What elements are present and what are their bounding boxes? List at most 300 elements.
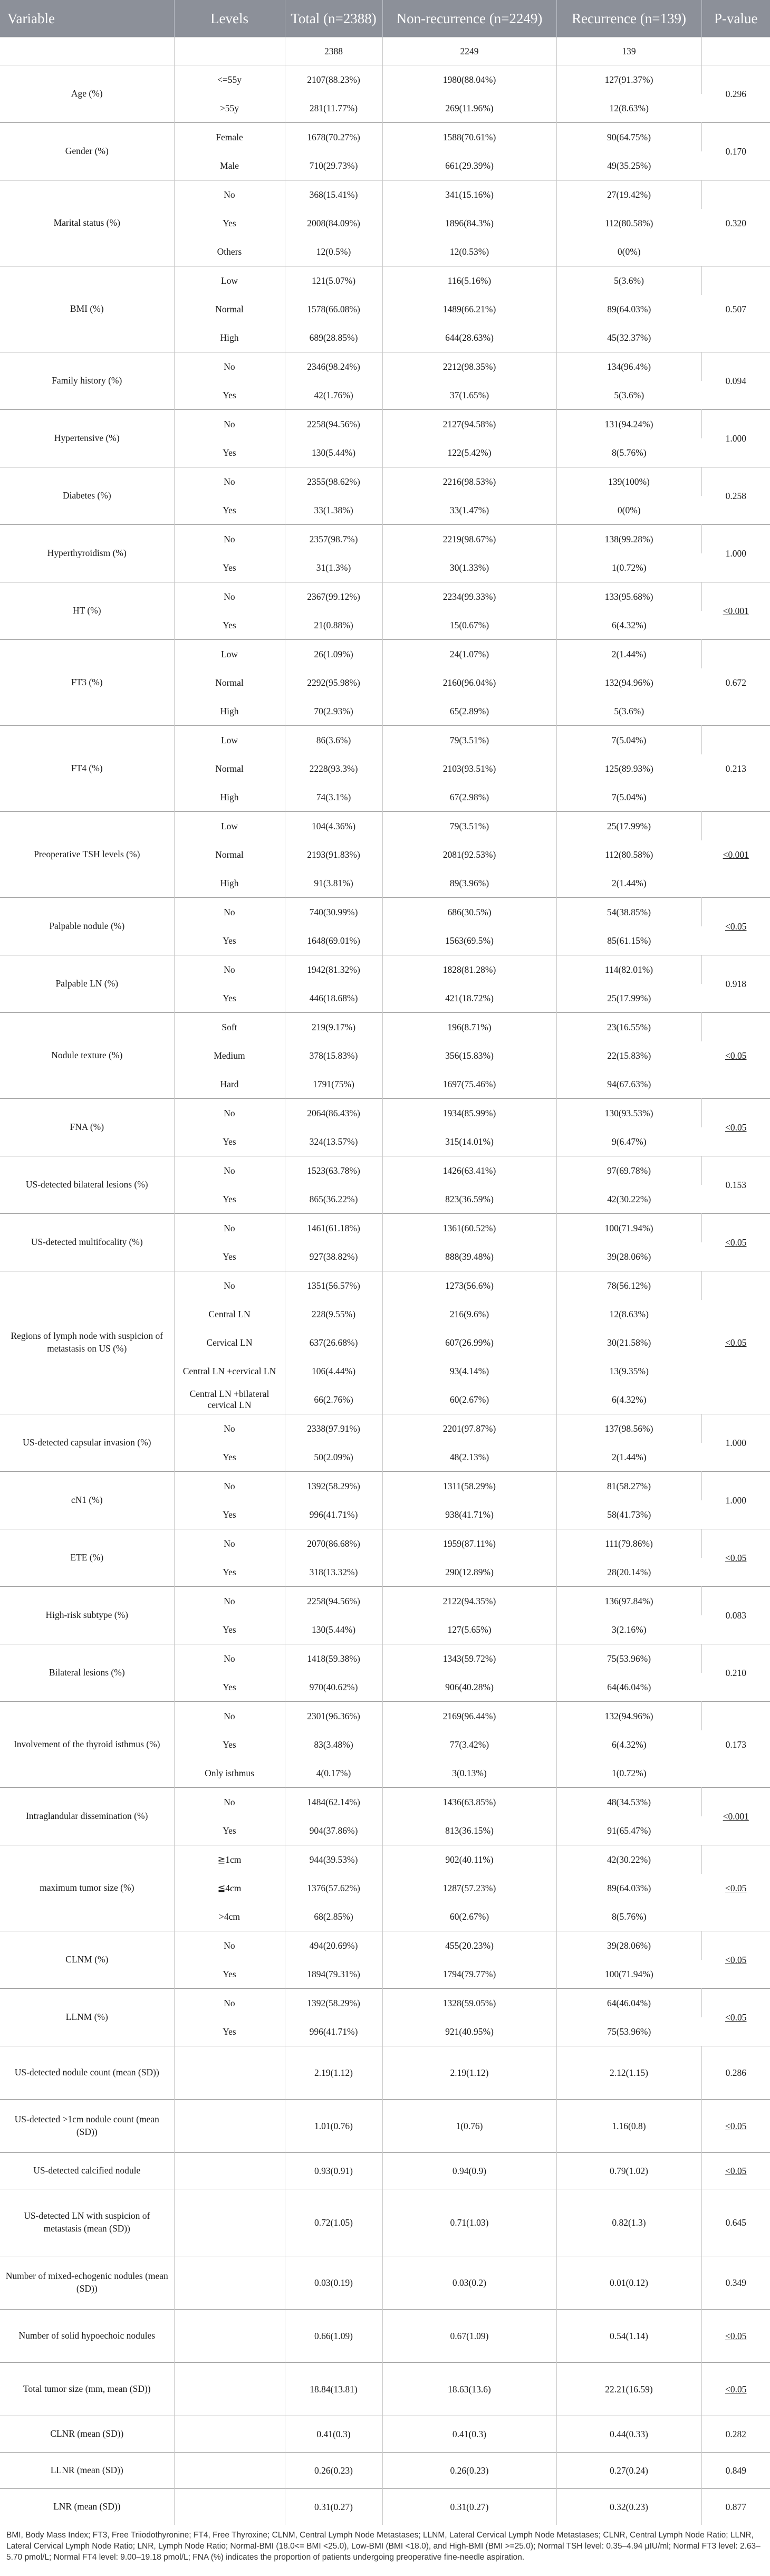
recurrence-cell: 25(17.99%) (556, 812, 701, 841)
total-cell: 494(20.69%) (285, 1931, 382, 1960)
p-value-cell (701, 2363, 770, 2416)
recurrence-cell: 30(21.58%) (607, 1337, 651, 1348)
table-row (0, 352, 770, 381)
table-row (0, 812, 770, 841)
p-value-text: <0.001 (723, 1811, 749, 1822)
total-cell: 710(29.73%) (285, 151, 382, 180)
level-cell: ≧1cm (174, 1845, 285, 1874)
p-value-text: 1.000 (725, 433, 746, 444)
recurrence-cell: 64(46.04%) (556, 1989, 701, 2018)
total-cell: 0.41(0.3) (285, 2416, 382, 2453)
non-recurrence-cell: 2103(93.51%) (382, 754, 556, 783)
level-cell: Yes (174, 438, 285, 467)
level-cell (174, 2363, 285, 2416)
p-value-text: 0.645 (725, 2217, 746, 2228)
recurrence-cell: 111(79.86%) (556, 1529, 701, 1558)
total-cell: 368(15.41%) (285, 180, 382, 209)
p-value-text: 0.507 (725, 303, 746, 314)
total-cell: 86(3.6%) (285, 726, 382, 755)
count-non-recurrence: 2249 (382, 37, 556, 65)
total-cell: 50(2.09%) (285, 1443, 382, 1472)
level-cell: No (174, 1702, 285, 1731)
recurrence-cell: 64(46.04%) (607, 1681, 651, 1692)
recurrence-cell: 45(32.37%) (607, 332, 651, 343)
total-cell: 0.93(0.91) (285, 2153, 382, 2189)
total-cell: 1942(81.32%) (285, 955, 382, 984)
total-cell: 944(39.53%) (285, 1845, 382, 1874)
variable-cell: Bilateral lesions (%) (0, 1644, 174, 1702)
table-row (0, 1529, 770, 1558)
p-value-text: 0.286 (725, 2067, 746, 2078)
recurrence-cell: 22(15.83%) (607, 1050, 651, 1061)
table-row (0, 1271, 770, 1300)
header-variable: Variable (0, 0, 174, 37)
recurrence-cell: 1.16(0.8) (556, 2100, 701, 2153)
variable-cell: cN1 (%) (0, 1472, 174, 1529)
non-recurrence-cell: 902(40.11%) (382, 1845, 556, 1874)
non-recurrence-cell: 921(40.95%) (382, 2017, 556, 2046)
level-cell: Yes (174, 1615, 285, 1644)
level-cell: High (174, 697, 285, 726)
variable-cell: Total tumor size (mm, mean (SD)) (0, 2363, 174, 2416)
level-cell: Central LN +cervical LN (174, 1357, 285, 1385)
p-value-cell (701, 1013, 770, 1099)
recurrence-cell: 28(20.14%) (607, 1566, 651, 1577)
recurrence-cell: 22.21(16.59) (556, 2363, 701, 2416)
non-recurrence-cell: 1343(59.72%) (382, 1644, 556, 1673)
variable-cell: Preoperative TSH levels (%) (0, 812, 174, 898)
recurrence-cell: 54(38.85%) (556, 898, 701, 927)
level-cell: ≦4cm (174, 1874, 285, 1902)
variable-cell: Family history (%) (0, 352, 174, 410)
p-value-text: 0.173 (725, 1739, 746, 1750)
recurrence-cell: 39(28.06%) (556, 1931, 701, 1960)
p-value-text: 0.672 (725, 677, 746, 688)
table-row (0, 640, 770, 669)
total-cell: 33(1.38%) (285, 496, 382, 525)
level-cell: Yes (174, 1127, 285, 1156)
variable-cell: FNA (%) (0, 1099, 174, 1156)
non-recurrence-cell: 421(18.72%) (382, 984, 556, 1013)
level-cell: No (174, 1156, 285, 1185)
level-cell (174, 2453, 285, 2489)
p-value-text: <0.05 (725, 2330, 747, 2341)
non-recurrence-cell: 888(39.48%) (382, 1242, 556, 1271)
recurrence-cell: 1(0.72%) (611, 1767, 647, 1778)
table-row (0, 2046, 770, 2100)
variable-cell: US-detected multifocality (%) (0, 1214, 174, 1271)
non-recurrence-cell: 1959(87.11%) (382, 1529, 556, 1558)
table-row (0, 266, 770, 295)
variable-cell: US-detected >1cm nodule count (mean (SD)) (0, 2100, 174, 2153)
total-cell: 18.84(13.81) (285, 2363, 382, 2416)
total-cell: 70(2.93%) (285, 697, 382, 726)
p-value-text: <0.05 (725, 1122, 747, 1133)
total-cell: 2228(93.3%) (285, 754, 382, 783)
level-cell: Soft (174, 1013, 285, 1042)
recurrence-cell: 58(41.73%) (607, 1509, 651, 1520)
level-cell: No (174, 1414, 285, 1443)
level-cell: Male (174, 151, 285, 180)
recurrence-cell: 0.79(1.02) (556, 2153, 701, 2189)
non-recurrence-cell: 1588(70.61%) (382, 123, 556, 152)
level-cell: No (174, 1931, 285, 1960)
total-cell: 324(13.57%) (285, 1127, 382, 1156)
header-p-value: P-value (701, 0, 770, 37)
table-row (0, 1788, 770, 1817)
p-value-cell (701, 1845, 770, 1931)
total-cell: 2193(91.83%) (285, 840, 382, 869)
level-cell: Normal (174, 295, 285, 323)
total-cell: 318(13.32%) (285, 1558, 382, 1587)
total-cell: 1392(58.29%) (285, 1989, 382, 2018)
total-cell: 91(3.81%) (285, 869, 382, 898)
p-value-cell (701, 1472, 770, 1529)
non-recurrence-cell: 341(15.16%) (382, 180, 556, 209)
recurrence-cell: 2.12(1.15) (556, 2046, 701, 2100)
p-value-text: 0.170 (725, 146, 746, 157)
non-recurrence-cell: 60(2.67%) (382, 1902, 556, 1931)
non-recurrence-cell: 356(15.83%) (382, 1041, 556, 1070)
p-value-cell (701, 352, 770, 410)
level-cell: Yes (174, 1816, 285, 1845)
count-total: 2388 (285, 37, 382, 65)
non-recurrence-cell: 0.31(0.27) (382, 2489, 556, 2525)
level-cell: >55y (174, 94, 285, 123)
recurrence-cell: 48(34.53%) (556, 1788, 701, 1817)
non-recurrence-cell: 1828(81.28%) (382, 955, 556, 984)
total-cell: 2064(86.43%) (285, 1099, 382, 1128)
total-cell: 2357(98.7%) (285, 525, 382, 554)
level-cell: No (174, 898, 285, 927)
table-row (0, 726, 770, 755)
p-value-text: 0.083 (725, 1610, 746, 1621)
recurrence-cell: 7(5.04%) (556, 726, 701, 755)
p-value-text: <0.05 (725, 1237, 747, 1248)
p-value-cell (701, 582, 770, 640)
p-value-text: 0.918 (725, 978, 746, 989)
level-cell: Yes (174, 926, 285, 955)
total-cell: 31(1.3%) (285, 553, 382, 582)
variable-cell: Hyperthyroidism (%) (0, 525, 174, 582)
non-recurrence-cell: 2219(98.67%) (382, 525, 556, 554)
level-cell (174, 2046, 285, 2100)
total-cell: 2107(88.23%) (285, 65, 382, 94)
level-cell: No (174, 467, 285, 496)
total-cell: 26(1.09%) (285, 640, 382, 669)
non-recurrence-cell: 1980(88.04%) (382, 65, 556, 94)
recurrence-cell: 81(58.27%) (556, 1472, 701, 1501)
level-cell: Yes (174, 1960, 285, 1989)
total-cell: 2367(99.12%) (285, 582, 382, 611)
variable-cell: Diabetes (%) (0, 467, 174, 525)
level-cell: No (174, 1214, 285, 1243)
variable-cell: Number of solid hypoechoic nodules (0, 2310, 174, 2363)
variable-cell: US-detected nodule count (mean (SD)) (0, 2046, 174, 2100)
recurrence-cell: 23(16.55%) (556, 1013, 701, 1042)
p-value-text: <0.05 (725, 1552, 747, 1563)
recurrence-cell: 3(2.16%) (611, 1624, 647, 1635)
total-cell: 74(3.1%) (285, 783, 382, 812)
non-recurrence-cell: 813(36.15%) (382, 1816, 556, 1845)
level-cell: No (174, 1271, 285, 1300)
recurrence-cell: 13(9.35%) (609, 1365, 649, 1376)
p-value-cell (701, 123, 770, 180)
total-cell: 1418(59.38%) (285, 1644, 382, 1673)
p-value-cell (701, 1529, 770, 1587)
recurrence-cell: 27(19.42%) (556, 180, 701, 209)
variable-cell: Nodule texture (%) (0, 1013, 174, 1099)
level-cell: No (174, 1788, 285, 1817)
recurrence-cell: 42(30.22%) (556, 1845, 701, 1874)
level-cell: >4cm (174, 1902, 285, 1931)
non-recurrence-cell: 2169(96.44%) (382, 1702, 556, 1731)
non-recurrence-cell: 0.26(0.23) (382, 2453, 556, 2489)
non-recurrence-cell: 644(28.63%) (382, 323, 556, 352)
p-value-text: 0.094 (725, 375, 746, 386)
table-row (0, 1472, 770, 1501)
recurrence-cell: 0.82(1.3) (556, 2189, 701, 2256)
level-cell (174, 2153, 285, 2189)
p-value-cell (701, 812, 770, 898)
table-row (0, 1702, 770, 1731)
total-cell: 0.31(0.27) (285, 2489, 382, 2525)
total-cell: 865(36.22%) (285, 1185, 382, 1214)
p-value-text: <0.05 (725, 2012, 747, 2023)
level-cell: Low (174, 266, 285, 295)
variable-cell: Intraglandular dissemination (%) (0, 1788, 174, 1845)
level-cell: Low (174, 812, 285, 841)
total-cell: 21(0.88%) (285, 611, 382, 640)
non-recurrence-cell: 79(3.51%) (382, 812, 556, 841)
count-levels (174, 37, 285, 65)
level-cell: No (174, 1099, 285, 1128)
variable-cell: Regions of lymph node with suspicion of metastasis on US (%) (0, 1271, 174, 1414)
non-recurrence-cell: 1426(63.41%) (382, 1156, 556, 1185)
level-cell: Yes (174, 381, 285, 410)
p-value-cell (701, 1271, 770, 1414)
recurrence-cell: 5(3.6%) (556, 266, 701, 295)
p-value-text: <0.05 (725, 1954, 747, 1965)
recurrence-cell: 39(28.06%) (607, 1251, 651, 1262)
p-value-cell (701, 1644, 770, 1702)
recurrence-cell: 78(56.12%) (556, 1271, 701, 1300)
table-row (0, 898, 770, 927)
level-cell: High (174, 323, 285, 352)
recurrence-cell: 100(71.94%) (604, 1968, 653, 1979)
p-value-cell (701, 467, 770, 525)
recurrence-cell: 137(98.56%) (556, 1414, 701, 1443)
level-cell: Yes (174, 553, 285, 582)
level-cell: No (174, 1529, 285, 1558)
table-row (0, 1414, 770, 1443)
variable-cell: US-detected calcified nodule (0, 2153, 174, 2189)
level-cell: Yes (174, 496, 285, 525)
non-recurrence-cell: 607(26.99%) (382, 1328, 556, 1357)
level-cell: No (174, 582, 285, 611)
recurrence-cell: 12(8.63%) (609, 102, 649, 113)
p-value-text: 1.000 (725, 1437, 746, 1448)
total-cell: 2292(95.98%) (285, 668, 382, 697)
p-value-cell (701, 1587, 770, 1644)
non-recurrence-cell: 1563(69.5%) (382, 926, 556, 955)
total-cell: 1392(58.29%) (285, 1472, 382, 1501)
p-value-cell (701, 266, 770, 352)
total-cell: 1678(70.27%) (285, 123, 382, 152)
p-value-cell (701, 955, 770, 1013)
non-recurrence-cell: 2212(98.35%) (382, 352, 556, 381)
recurrence-cell: 12(8.63%) (609, 1308, 649, 1319)
level-cell (174, 2256, 285, 2310)
level-cell: No (174, 955, 285, 984)
table-row (0, 1214, 770, 1243)
variable-cell: US-detected capsular invasion (%) (0, 1414, 174, 1472)
recurrence-cell: 85(61.15%) (607, 935, 651, 946)
level-cell: <=55y (174, 65, 285, 94)
non-recurrence-cell: 89(3.96%) (382, 869, 556, 898)
p-value-cell (701, 180, 770, 266)
variable-cell: Marital status (%) (0, 180, 174, 266)
total-cell: 927(38.82%) (285, 1242, 382, 1271)
total-cell: 996(41.71%) (285, 2017, 382, 2046)
variable-cell: LLNM (%) (0, 1989, 174, 2046)
level-cell: No (174, 1989, 285, 2018)
p-value-text: <0.05 (725, 1337, 747, 1348)
total-cell: 1523(63.78%) (285, 1156, 382, 1185)
total-cell: 83(3.48%) (285, 1730, 382, 1759)
non-recurrence-cell: 12(0.53%) (382, 237, 556, 266)
p-value-cell (701, 2489, 770, 2525)
total-cell: 2008(84.09%) (285, 209, 382, 237)
non-recurrence-cell: 24(1.07%) (382, 640, 556, 669)
level-cell: Yes (174, 1443, 285, 1472)
recurrence-cell: 114(82.01%) (556, 955, 701, 984)
level-cell: Normal (174, 668, 285, 697)
level-cell (174, 2310, 285, 2363)
p-value-cell (701, 1788, 770, 1845)
variable-cell: maximum tumor size (%) (0, 1845, 174, 1931)
non-recurrence-cell: 65(2.89%) (382, 697, 556, 726)
level-cell: Female (174, 123, 285, 152)
p-value-text: 0.153 (725, 1179, 746, 1190)
recurrence-cell: 136(97.84%) (556, 1587, 701, 1616)
p-value-text: <0.001 (723, 605, 749, 616)
p-value-text: 0.349 (725, 2277, 746, 2288)
p-value-text: 1.000 (725, 548, 746, 559)
non-recurrence-cell: 93(4.14%) (382, 1357, 556, 1385)
table-row (0, 2100, 770, 2153)
non-recurrence-cell: 1697(75.46%) (382, 1070, 556, 1099)
recurrence-cell: 8(5.76%) (611, 447, 647, 458)
variable-cell: US-detected bilateral lesions (%) (0, 1156, 174, 1214)
non-recurrence-cell: 48(2.13%) (382, 1443, 556, 1472)
recurrence-cell: 75(53.96%) (556, 1644, 701, 1673)
recurrence-cell: 131(94.24%) (556, 410, 701, 439)
total-cell: 42(1.76%) (285, 381, 382, 410)
recurrence-cell: 132(94.96%) (556, 1702, 701, 1731)
recurrence-cell: 75(53.96%) (607, 2026, 651, 2037)
table-row (0, 1845, 770, 1874)
p-value-text: 0.296 (725, 88, 746, 99)
recurrence-cell: 1(0.72%) (611, 562, 647, 573)
non-recurrence-cell: 216(9.6%) (382, 1300, 556, 1328)
recurrence-cell: 125(89.93%) (604, 763, 653, 774)
table-row (0, 180, 770, 209)
non-recurrence-cell: 18.63(13.6) (382, 2363, 556, 2416)
total-cell: 2346(98.24%) (285, 352, 382, 381)
non-recurrence-cell: 938(41.71%) (382, 1500, 556, 1529)
non-recurrence-cell: 2081(92.53%) (382, 840, 556, 869)
total-cell: 446(18.68%) (285, 984, 382, 1013)
p-value-text: 0.258 (725, 490, 746, 501)
total-cell: 996(41.71%) (285, 1500, 382, 1529)
total-cell: 121(5.07%) (285, 266, 382, 295)
non-recurrence-cell: 1934(85.99%) (382, 1099, 556, 1128)
total-cell: 2355(98.62%) (285, 467, 382, 496)
non-recurrence-cell: 1311(58.29%) (382, 1472, 556, 1501)
non-recurrence-cell: 823(36.59%) (382, 1185, 556, 1214)
recurrence-cell: 100(71.94%) (556, 1214, 701, 1243)
recurrence-cell: 134(96.4%) (556, 352, 701, 381)
table-row (0, 2453, 770, 2489)
total-cell: 637(26.68%) (285, 1328, 382, 1357)
p-value-text: <0.05 (725, 1882, 747, 1893)
total-cell: 2301(96.36%) (285, 1702, 382, 1731)
total-cell: 378(15.83%) (285, 1041, 382, 1070)
p-value-cell (701, 2153, 770, 2189)
p-value-text: 0.210 (725, 1667, 746, 1678)
level-cell: Yes (174, 1558, 285, 1587)
recurrence-cell: 0.01(0.12) (556, 2256, 701, 2310)
total-cell: 1461(61.18%) (285, 1214, 382, 1243)
header-row (0, 0, 770, 37)
total-cell: 130(5.44%) (285, 1615, 382, 1644)
total-cell: 1351(56.57%) (285, 1271, 382, 1300)
total-cell: 104(4.36%) (285, 812, 382, 841)
variable-cell: Gender (%) (0, 123, 174, 180)
table-row (0, 65, 770, 94)
p-value-cell (701, 2256, 770, 2310)
level-cell: No (174, 180, 285, 209)
recurrence-cell: 127(91.37%) (556, 65, 701, 94)
recurrence-cell: 90(64.75%) (556, 123, 701, 152)
p-value-text: 0.849 (725, 2465, 746, 2476)
variable-cell: LLNR (mean (SD)) (0, 2453, 174, 2489)
p-value-cell (701, 65, 770, 123)
non-recurrence-cell: 116(5.16%) (382, 266, 556, 295)
total-cell: 219(9.17%) (285, 1013, 382, 1042)
level-cell (174, 2489, 285, 2525)
non-recurrence-cell: 2160(96.04%) (382, 668, 556, 697)
variable-cell: Involvement of the thyroid isthmus (%) (0, 1702, 174, 1788)
recurrence-cell: 89(64.03%) (607, 303, 651, 314)
level-cell: Yes (174, 611, 285, 640)
recurrence-cell: 112(80.58%) (605, 217, 653, 228)
level-cell: Yes (174, 2017, 285, 2046)
level-cell: Cervical LN (174, 1328, 285, 1357)
table-row (0, 1931, 770, 1960)
non-recurrence-cell: 686(30.5%) (382, 898, 556, 927)
non-recurrence-cell: 269(11.96%) (382, 94, 556, 123)
table-row (0, 525, 770, 554)
recurrence-cell: 2(1.44%) (611, 877, 647, 888)
p-value-cell (701, 1099, 770, 1156)
p-value-cell (701, 410, 770, 467)
level-cell: Yes (174, 1185, 285, 1214)
table-row (0, 955, 770, 984)
recurrence-cell: 94(67.63%) (607, 1078, 651, 1089)
variable-cell: FT4 (%) (0, 726, 174, 812)
